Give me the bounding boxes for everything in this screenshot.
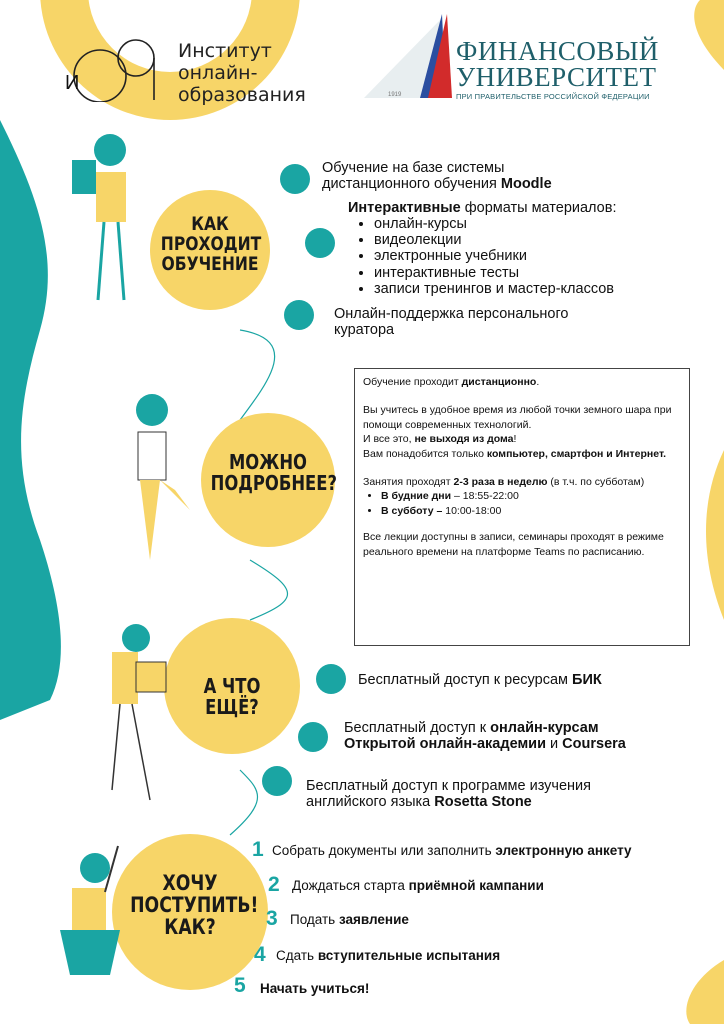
step-2-bold: приёмной кампании xyxy=(408,878,544,893)
teal-wave-left xyxy=(0,120,61,720)
item-moodle xyxy=(322,160,552,192)
item-rosetta-a: Бесплатный доступ к программе изучения xyxy=(306,778,592,794)
step-number-4: 4 xyxy=(254,943,266,966)
step-1-bold: электронную анкету xyxy=(495,843,632,858)
details-p1-c: . xyxy=(536,376,540,388)
details-p3 xyxy=(363,475,681,489)
step-number-5: 5 xyxy=(234,974,246,997)
step-5 xyxy=(260,981,369,996)
details-p1-a: Обучение проходит xyxy=(363,376,462,388)
figure-1-illustration xyxy=(72,134,126,300)
step-2 xyxy=(292,878,544,893)
item-curator xyxy=(334,306,569,338)
institute-logo-letter: И xyxy=(65,72,80,94)
fu-subtitle: ПРИ ПРАВИТЕЛЬСТВЕ РОССИЙСКОЙ ФЕДЕРАЦИИ xyxy=(456,92,650,101)
item-rosetta-b: английского языка xyxy=(306,794,435,810)
step-4-text: Сдать xyxy=(276,948,318,963)
details-p2-e: Вам понадобится только xyxy=(363,447,487,460)
formats-rest: форматы материалов: xyxy=(460,200,617,216)
bullet-dot-curator xyxy=(284,300,314,330)
details-p3-b: 2-3 раза в неделю xyxy=(453,476,548,489)
item-coursera xyxy=(344,720,626,752)
circle-title-apply-line3: КАК? xyxy=(164,915,216,940)
details-p4: Все лекции доступны в записи, семинары проходят в режиме реального времени на платформе Teams по расписанию. xyxy=(363,531,664,558)
schedule-item xyxy=(381,489,681,503)
formats-bold: Интерактивные xyxy=(348,200,461,216)
details-p1-b: дистанционно xyxy=(461,376,537,388)
list-item: • видеолекции xyxy=(374,232,708,248)
item-coursera-b: онлайн-курсам xyxy=(490,720,599,736)
fu-logo xyxy=(456,38,659,101)
bullet-dot-rosetta xyxy=(262,766,292,796)
schedule-item xyxy=(381,504,681,518)
circle-title-details xyxy=(210,450,337,495)
formats-list xyxy=(356,216,708,297)
institute-name-line3: образования xyxy=(178,84,306,106)
institute-name-line1: Институт xyxy=(178,40,272,62)
institute-name xyxy=(178,40,306,106)
details-p1 xyxy=(363,375,681,389)
step-4 xyxy=(276,948,500,963)
circle-title-apply xyxy=(130,871,259,940)
bullet-dot-bik xyxy=(316,664,346,694)
institute-name-line2: онлайн- xyxy=(178,62,258,84)
circle-title-details-line1: МОЖНО xyxy=(228,450,308,474)
item-moodle-line2: дистанционного обучения xyxy=(322,176,501,192)
list-item: • онлайн-курсы xyxy=(374,216,708,232)
step-2-text: Дождаться старта xyxy=(292,878,409,893)
details-p2-d: ! xyxy=(513,433,517,446)
item-curator-line1: Онлайн-поддержка персонального xyxy=(334,306,569,322)
figure-4-illustration xyxy=(60,846,120,975)
institute-logo xyxy=(60,32,160,102)
list-item: • интерактивные тесты xyxy=(374,265,708,281)
item-rosetta xyxy=(306,778,591,810)
item-coursera-a: Бесплатный доступ к xyxy=(344,720,491,736)
step-number-2: 2 xyxy=(268,873,280,896)
schedule-time: 10:00-18:00 xyxy=(445,504,502,517)
step-1-text: Собрать документы или заполнить xyxy=(272,843,496,858)
schedule-time: 18:55-22:00 xyxy=(462,490,519,503)
schedule-list xyxy=(363,489,681,518)
details-p2-a: Вы учитесь в удобное время из любой точки земного шара при помощи современных технологий. xyxy=(363,404,672,431)
item-bik xyxy=(358,672,602,688)
circle-title-apply-line2: ПОСТУПИТЬ! xyxy=(130,893,259,918)
details-p3-a: Занятия проходят xyxy=(363,476,454,489)
step-3-bold: заявление xyxy=(338,912,409,927)
circle-title-how xyxy=(160,213,262,275)
step-number-1: 1 xyxy=(252,838,264,861)
list-item: • записи тренингов и мастер-классов xyxy=(374,281,708,297)
bullet-dot-moodle xyxy=(280,164,310,194)
step-3 xyxy=(290,912,409,927)
fu-logo-mark xyxy=(364,14,452,98)
fu-title-line2: УНИВЕРСИТЕТ xyxy=(456,62,657,92)
item-bik-bold: БИК xyxy=(572,672,602,688)
figure-3-illustration xyxy=(112,624,166,800)
item-coursera-e: Coursera xyxy=(562,736,626,752)
circle-title-how-line2: ПРОХОДИТ xyxy=(160,232,262,255)
step-number-3: 3 xyxy=(266,907,278,930)
item-curator-line2: куратора xyxy=(334,322,395,338)
list-item: • электронные учебники xyxy=(374,248,708,264)
details-p2 xyxy=(363,403,681,461)
details-box xyxy=(354,368,690,646)
item-moodle-bold: Moodle xyxy=(500,176,552,192)
circle-title-what-else xyxy=(175,676,290,718)
bullet-dot-formats xyxy=(305,228,335,258)
details-p2-c: не выходя из дома xyxy=(414,433,514,446)
details-p2-f: компьютер, смартфон и Интернет. xyxy=(486,447,667,460)
item-coursera-d: и xyxy=(546,736,563,752)
formats-block xyxy=(348,200,708,297)
circle-title-apply-line1: ХОЧУ xyxy=(162,871,218,895)
fu-title-line1: ФИНАНСОВЫЙ xyxy=(456,36,659,66)
step-1 xyxy=(272,843,632,858)
step-4-bold: вступительные испытания xyxy=(317,948,501,963)
circle-title-details-line2: ПОДРОБНЕЕ? xyxy=(210,471,337,495)
item-bik-text: Бесплатный доступ к ресурсам xyxy=(358,672,573,688)
figure-2-illustration xyxy=(136,394,190,560)
item-rosetta-c: Rosetta Stone xyxy=(434,794,532,810)
circle-title-what-else-line1: А ЧТО ЕЩЁ? xyxy=(203,674,261,719)
bullet-dot-coursera xyxy=(298,722,328,752)
schedule-sep: – xyxy=(451,490,463,503)
item-moodle-line1: Обучение на базе системы xyxy=(322,160,505,176)
circle-title-how-line3: ОБУЧЕНИЕ xyxy=(161,252,259,275)
schedule-label: В будние дни xyxy=(381,490,452,503)
details-p2-b: И все это, xyxy=(363,433,415,446)
fu-year: 1919 xyxy=(388,92,402,98)
yellow-edge-right xyxy=(706,450,724,620)
step-3-text: Подать xyxy=(290,912,339,927)
step-5-bold: Начать учиться! xyxy=(260,981,370,996)
schedule-label: В субботу – xyxy=(381,504,443,517)
circle-title-how-line1: КАК xyxy=(191,213,229,235)
item-coursera-c: Открытой онлайн-академии xyxy=(344,736,546,752)
details-p3-c: (в т.ч. по субботам) xyxy=(547,476,645,489)
